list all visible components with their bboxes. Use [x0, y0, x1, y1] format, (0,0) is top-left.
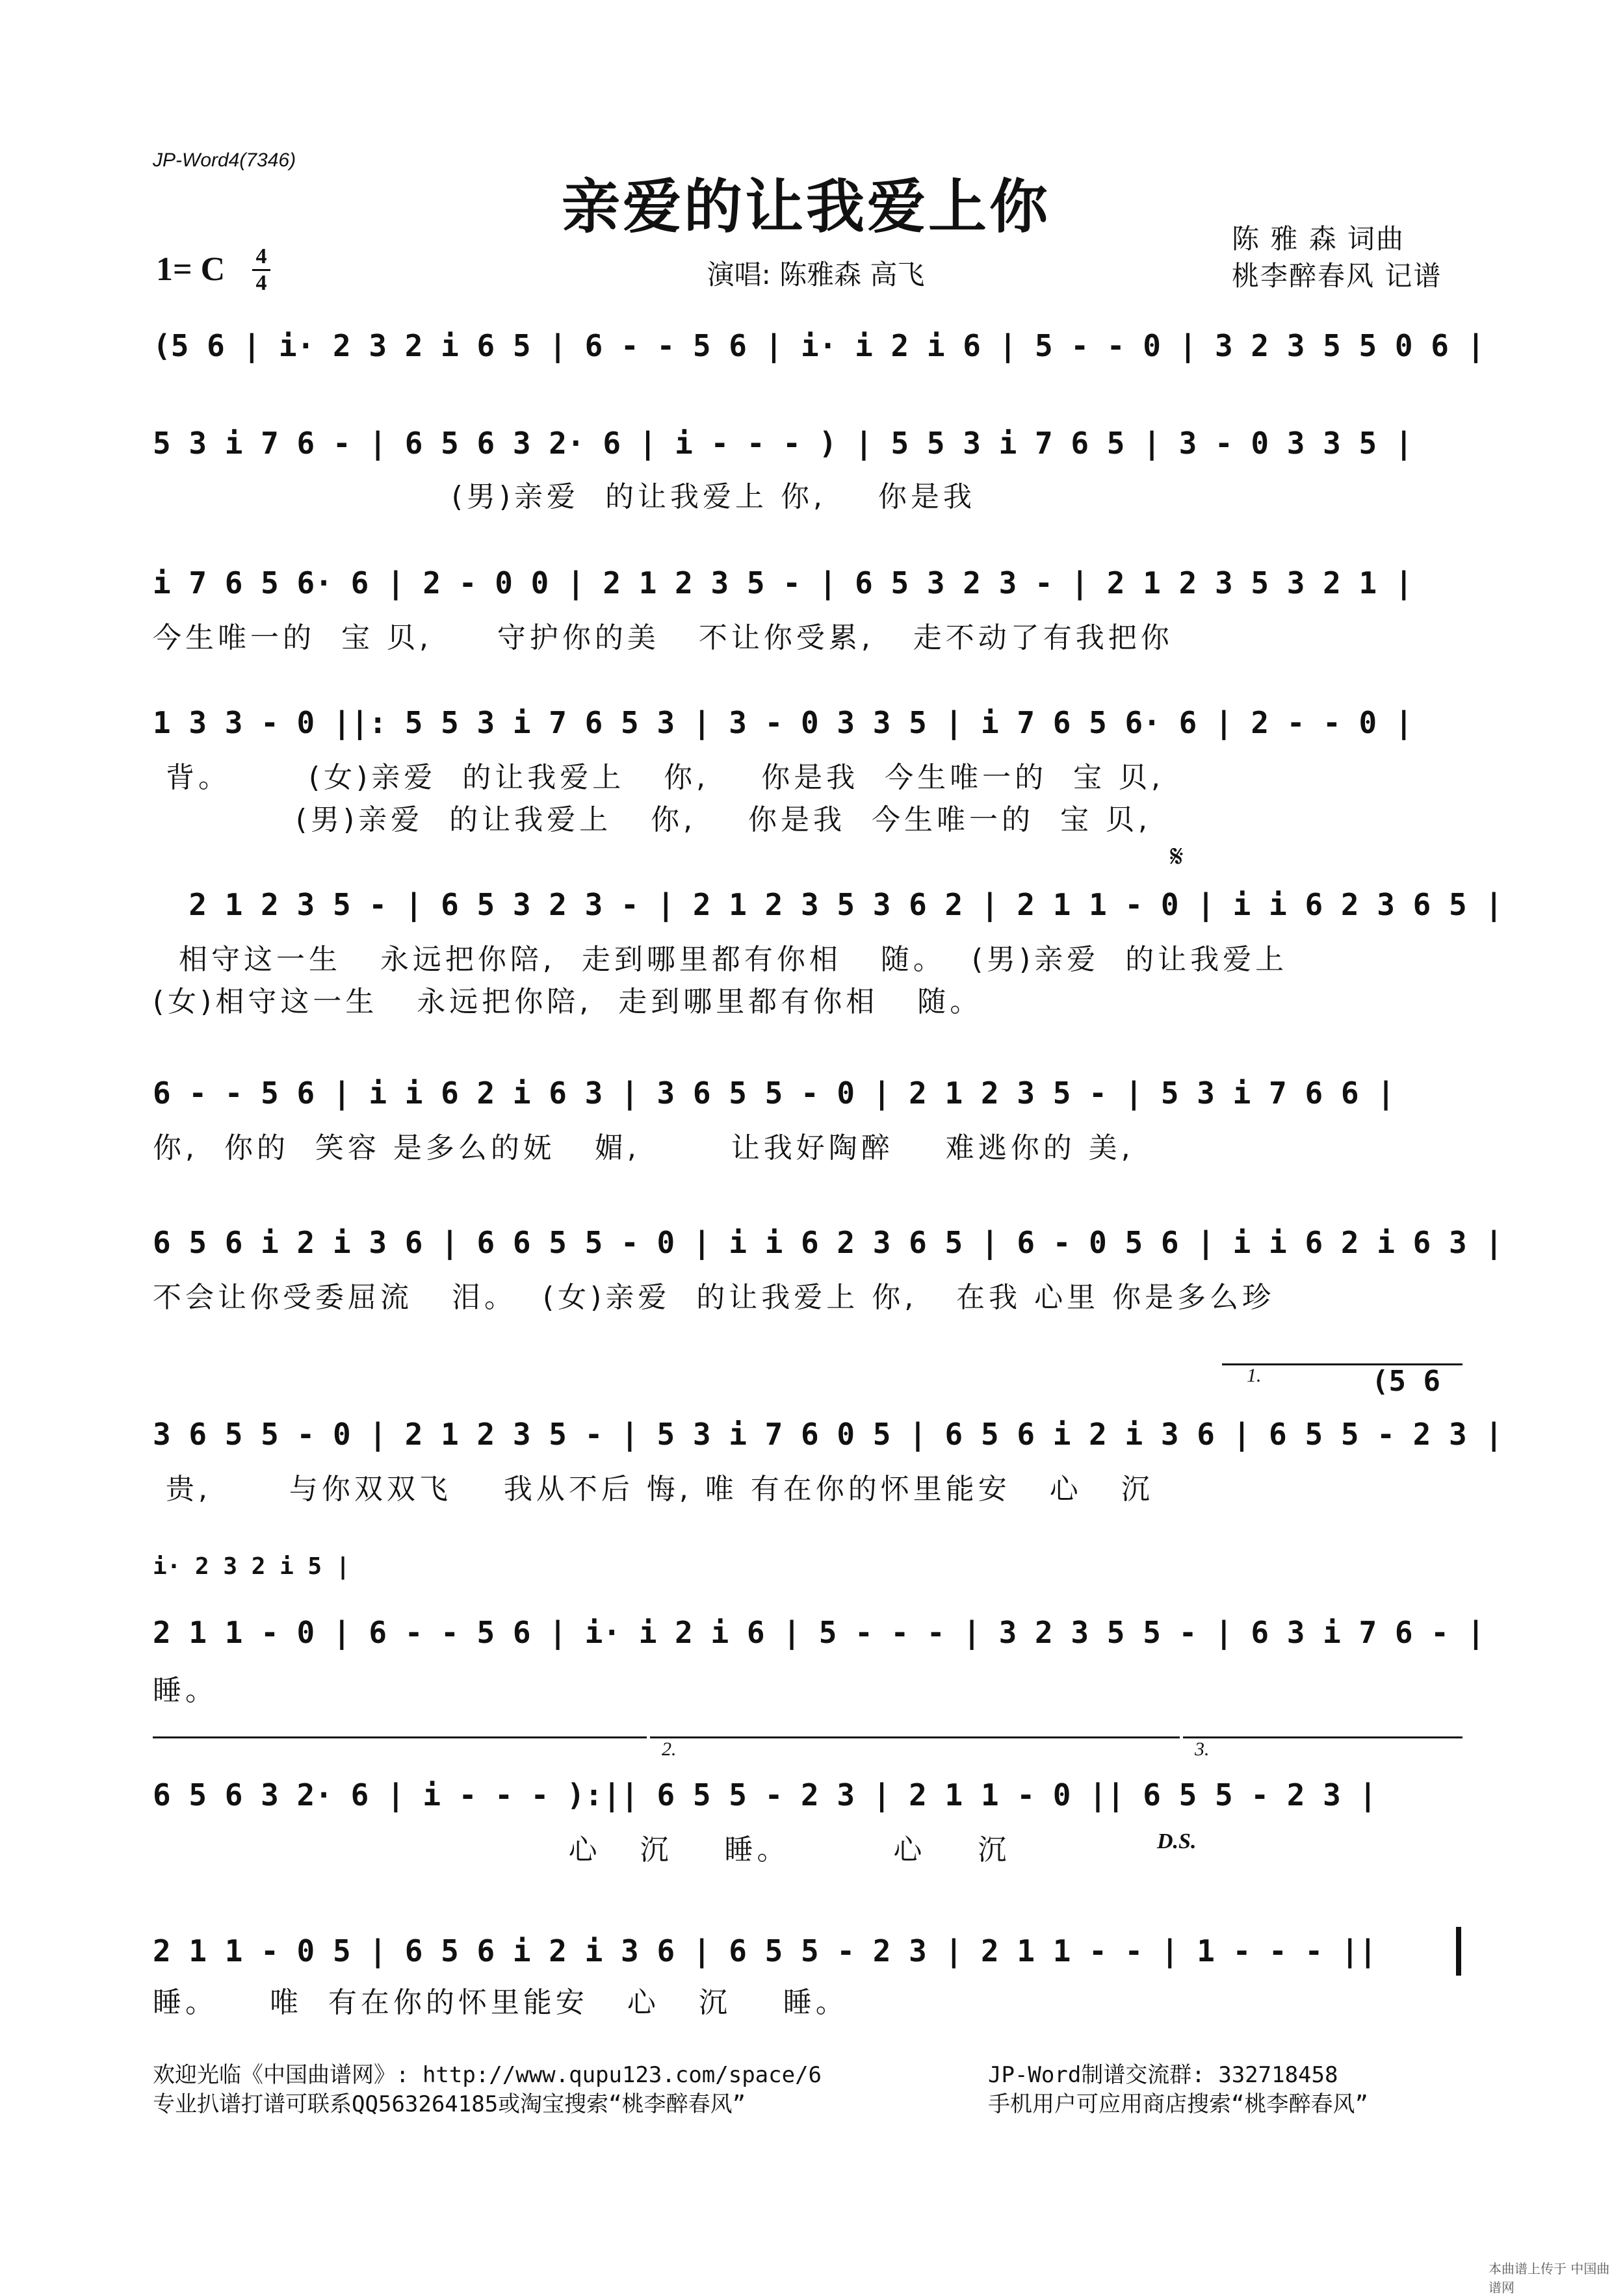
system-3-notes: i 7 6 5 6· 6 | 2 - 0 0 | 2 1 2 3 5 - | 6 5 3 2 3 - | 2 1 2 3 5 3 2 1 | [153, 565, 1413, 600]
system-8-notes: 3 6 5 5 - 0 | 2 1 2 3 5 - | 5 3 i 7 6 0 5 | 6 5 6 i 2 i 3 6 | 6 5 5 - 2 3 | [153, 1417, 1503, 1452]
time-signature-bottom: 4 [255, 271, 267, 295]
system-7-notes: 6 5 6 i 2 i 3 6 | 6 6 5 5 - 0 | i i 6 2 3 6 5 | 6 - 0 5 6 | i i 6 2 i 6 3 | [153, 1225, 1503, 1260]
lyricist-composer: 陈 雅 森 词曲 [1232, 223, 1405, 255]
watermark: 本曲谱上传于 中国曲谱网 [1488, 2261, 1610, 2295]
volta-3-bracket [1183, 1736, 1462, 1738]
system-5-notes: 2 1 2 3 5 - | 6 5 3 2 3 - | 2 1 2 3 5 3 6 2 | 2 1 1 - 0 | i i 6 2 3 6 5 | [153, 887, 1503, 922]
system-2-notes: 5 3 i 7 6 - | 6 5 6 3 2· 6 | i - - - ) | 5 5 3 i 7 6 5 | 3 - 0 3 3 5 | [153, 426, 1413, 461]
pickup-notes: (5 6 [1372, 1365, 1440, 1398]
volta-1-label: 1. [1247, 1365, 1262, 1386]
system-8-lyric: 贵, 与你双双飞 我从不后 悔, 唯 有在你的怀里能安 心 沉 [153, 1473, 1154, 1506]
system-4-notes: 1 3 3 - 0 ||: 5 5 3 i 7 6 5 3 | 3 - 0 3 3 5 | i 7 6 5 6· 6 | 2 - - 0 | [153, 705, 1413, 740]
segno-sign: 𝄋 [1170, 838, 1184, 875]
dal-segno-mark: D.S. [1157, 1829, 1197, 1853]
footer-contact: 专业扒谱打谱可联系QQ563264185或淘宝搜索“桃李醉春风” [153, 2091, 746, 2117]
volta-2-bracket [650, 1736, 1180, 1738]
footer-group: JP-Word制谱交流群: 332718458 [988, 2062, 1338, 2088]
system-3-lyric: 今生唯一的 宝 贝, 守护你的美 不让你受累, 走不动了有我把你 [153, 621, 1173, 654]
system-4-lyric-2: (男)亲爱 的让我爱上 你, 你是我 今生唯一的 宝 贝, [153, 803, 1151, 836]
system-11-notes: 2 1 1 - 0 5 | 6 5 6 i 2 i 3 6 | 6 5 5 - 2 3 | 2 1 1 - - | 1 - - - || [153, 1933, 1377, 1968]
footer-app-search: 手机用户可应用商店搜索“桃李醉春风” [988, 2091, 1368, 2117]
key-signature: 1= C [156, 251, 226, 288]
system-4-lyric: 背。 (女)亲爱 的让我爱上 你, 你是我 今生唯一的 宝 贝, [153, 761, 1165, 794]
volta-2-label: 2. [662, 1738, 677, 1760]
volta-3-label: 3. [1195, 1738, 1210, 1760]
system-5-lyric: 相守这一生 永远把你陪, 走到哪里都有你相 随。 (男)亲爱 的让我爱上 [153, 943, 1288, 976]
page-title: 亲爱的让我爱上你 [562, 172, 1050, 241]
system-2-lyric: (男)亲爱 的让我爱上 你, 你是我 [153, 480, 976, 513]
system-6-lyric: 你, 你的 笑容 是多么的妩 媚, 让我好陶醉 难逃你的 美, [153, 1131, 1134, 1165]
software-label: JP-Word4(7346) [153, 149, 296, 171]
system-10-lyric: 心 沉 睡。 心 沉 [153, 1833, 1011, 1866]
system-6-notes: 6 - - 5 6 | i i 6 2 i 6 3 | 3 6 5 5 - 0 | 2 1 2 3 5 - | 5 3 i 7 6 6 | [153, 1076, 1395, 1111]
transcriber: 桃李醉春风 记谱 [1232, 260, 1442, 292]
system-11-lyric: 睡。 唯 有在你的怀里能安 心 沉 睡。 [153, 1986, 848, 2019]
system-10-notes: 6 5 6 3 2· 6 | i - - - ):|| 6 5 5 - 2 3 | 2 1 1 - 0 || 6 5 5 - 2 3 | [153, 1777, 1377, 1812]
repeat-ending-line [153, 1736, 647, 1738]
system-9-cue-notes: i· 2 3 2 i 5 | [153, 1553, 350, 1580]
system-9-notes: 2 1 1 - 0 | 6 - - 5 6 | i· i 2 i 6 | 5 - - - | 3 2 3 5 5 - | 6 3 i 7 6 - | [153, 1615, 1485, 1650]
singers: 演唱: 陈雅森 高飞 [707, 259, 925, 290]
footer-site-link[interactable]: 欢迎光临《中国曲谱网》: http://www.qupu123.com/space/6 [153, 2062, 822, 2088]
system-5-lyric-2: (女)相守这一生 永远把你陪, 走到哪里都有你相 随。 [153, 985, 983, 1018]
system-7-lyric: 不会让你受委屈流 泪。 (女)亲爱 的让我爱上 你, 在我 心里 你是多么珍 [153, 1281, 1275, 1314]
system-1-notes: (5 6 | i· 2 3 2 i 6 5 | 6 - - 5 6 | i· i 2 i 6 | 5 - - 0 | 3 2 3 5 5 0 6 | [153, 328, 1485, 363]
system-9-lyric: 睡。 [153, 1674, 218, 1707]
final-barline [1456, 1927, 1461, 1976]
time-signature-top: 4 [255, 244, 267, 268]
